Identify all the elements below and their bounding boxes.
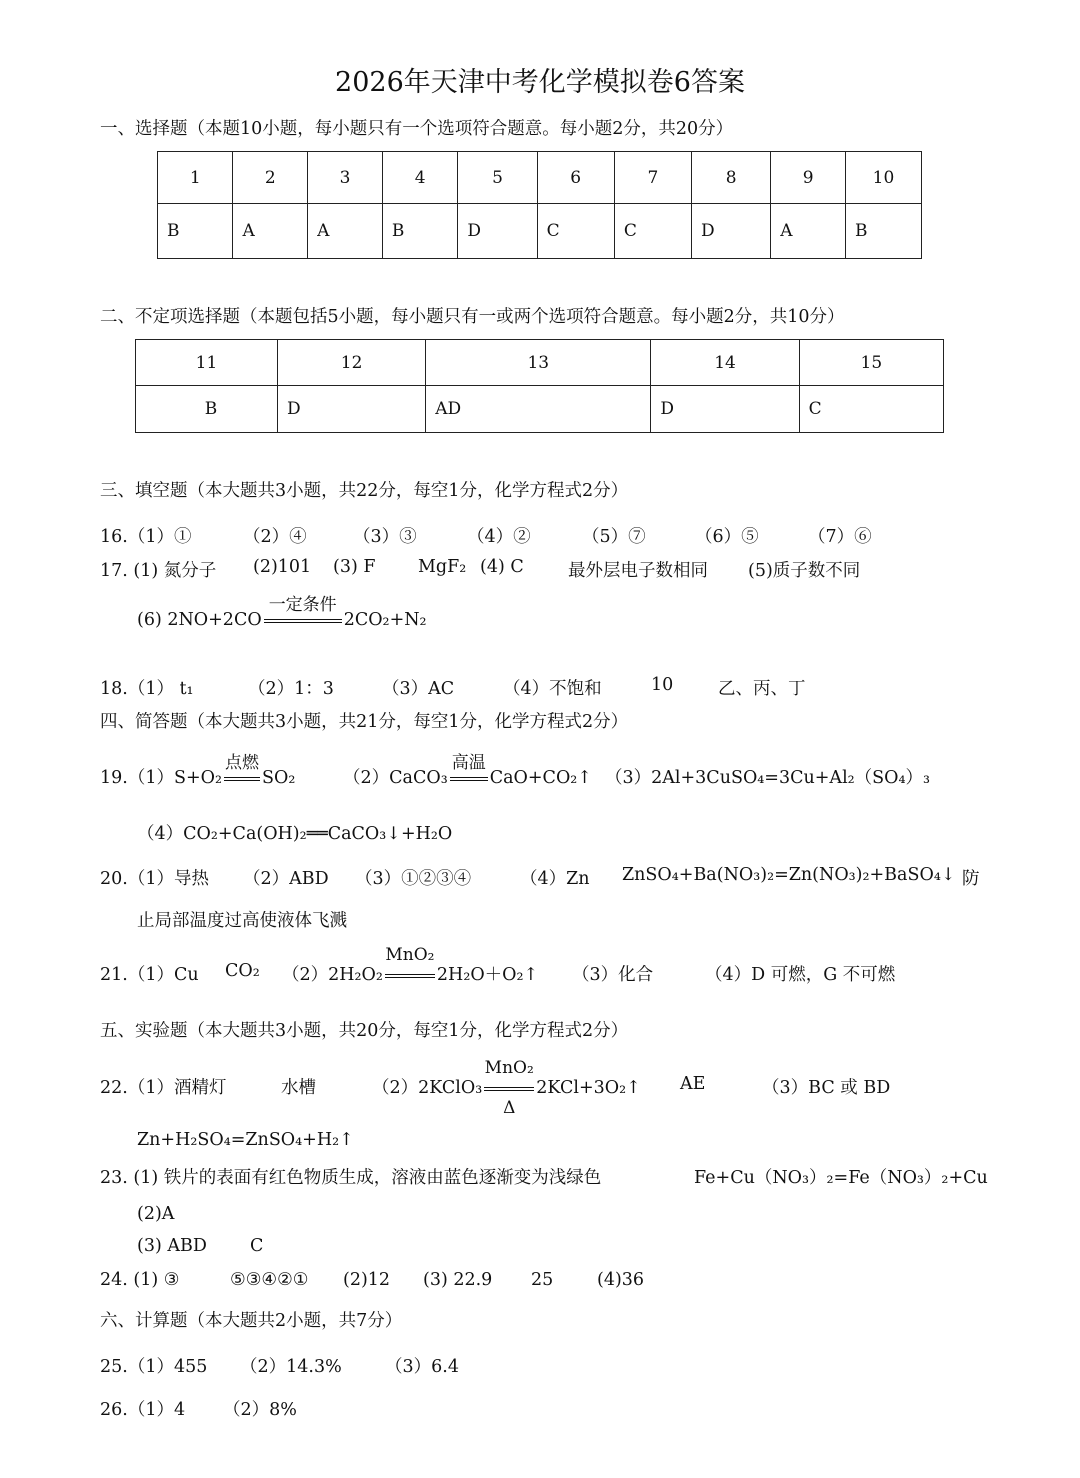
q19-b-reactants: （2）CaCO₃	[343, 768, 448, 788]
q16-part4: （4）②	[467, 527, 531, 547]
q24-part2: ⑤③④②①	[230, 1270, 309, 1290]
section1-answer-4: B	[382, 204, 457, 259]
q21-products: 2H₂O＋O₂↑	[436, 965, 539, 985]
q21-part4: （3）化合	[572, 965, 654, 985]
section1-answer-2: A	[233, 204, 308, 259]
section1-answer-8: D	[692, 204, 771, 259]
section1-question-number-3: 3	[308, 152, 383, 204]
section2-answer-table	[135, 339, 944, 433]
q21-part3	[282, 945, 539, 986]
q18-part3: （3）AC	[382, 679, 455, 699]
q16-part3: （3）③	[353, 527, 417, 547]
section1-answer-5: D	[458, 204, 537, 259]
q22-catalyst: MnO₂	[484, 1058, 534, 1078]
q20-part6: 防	[962, 869, 980, 889]
section2-question-number-5: 15	[799, 340, 943, 386]
q25-part2: （2）14.3%	[240, 1357, 342, 1377]
q23-equation: Fe+Cu（NO₃）₂=Fe（NO₃）₂+Cu	[694, 1168, 988, 1188]
q17-part4: MgF₂	[418, 557, 467, 577]
section1-question-number-1: 1	[158, 152, 233, 204]
q17-part5: (4) C	[480, 557, 524, 577]
q16-part1: 16.（1）①	[100, 527, 192, 547]
q22-part5: （3）BC 或 BD	[762, 1078, 891, 1098]
section1-answer-10: B	[846, 204, 922, 259]
section2-answer-2: D	[277, 386, 425, 433]
q18-part4: （4）不饱和	[503, 679, 602, 699]
q23-part1: 23. (1) 铁片的表面有红色物质生成，溶液由蓝色逐渐变为浅绿色	[100, 1168, 602, 1188]
section1-question-number-5: 5	[458, 152, 537, 204]
section2-answer-5: C	[799, 386, 943, 433]
section1-answer-6: C	[537, 204, 614, 259]
section1-question-number-6: 6	[537, 152, 614, 204]
q25-part3: （3）6.4	[385, 1357, 459, 1377]
section1-question-number-10: 10	[846, 152, 922, 204]
section2-answer-3: AD	[426, 386, 651, 433]
section3-heading: 三、填空题（本大题共3小题，共22分，每空1分，化学方程式2分）	[100, 481, 629, 501]
q20-part1: 20.（1）导热	[100, 869, 209, 889]
q22-part2: 水槽	[281, 1078, 316, 1098]
q17-part3: (3) F	[333, 557, 376, 577]
section1-heading: 一、选择题（本题10小题，每小题只有一个选项符合题意。每小题2分，共20分）	[100, 119, 734, 139]
q17-part1: 17. (1) 氮分子	[100, 561, 217, 581]
q17-part7: (5)质子数不同	[748, 561, 861, 581]
q19-b-condition: 高温	[451, 753, 486, 773]
section2-question-number-2: 12	[277, 340, 425, 386]
q19-part1	[100, 753, 296, 789]
q20-part2: （2）ABD	[243, 869, 329, 889]
q21-part5: （4）D 可燃，G 不可燃	[705, 965, 896, 985]
section1-answer-table	[157, 151, 922, 259]
q22-heat-symbol: Δ	[503, 1098, 516, 1118]
q17-condition: 一定条件	[268, 595, 337, 615]
q18-part6: 乙、丙、丁	[718, 679, 806, 699]
q17-products: 2CO₂+N₂	[343, 610, 427, 630]
q21-condition: MnO₂	[385, 945, 435, 965]
q20-continuation: 止局部温度过高使液体飞溅	[137, 911, 347, 931]
q18-part5: 10	[651, 675, 674, 695]
q24-part5: 25	[531, 1270, 554, 1290]
q24-part6: (4)36	[597, 1270, 645, 1290]
section1-question-number-9: 9	[771, 152, 846, 204]
q22-part4: AE	[680, 1074, 706, 1094]
section2-heading: 二、不定项选择题（本题包括5小题，每小题只有一或两个选项符合题意。每小题2分，共10分）	[100, 307, 845, 327]
q23-part3b: C	[250, 1236, 264, 1256]
section1-question-number-4: 4	[382, 152, 457, 204]
section2-question-number-1: 11	[136, 340, 278, 386]
section1-answer-9: A	[771, 204, 846, 259]
section2-question-number-3: 13	[426, 340, 651, 386]
q26-part2: （2）8%	[223, 1400, 297, 1420]
q20-part5: ZnSO₄+Ba(NO₃)₂=Zn(NO₃)₂+BaSO₄↓	[622, 865, 956, 885]
q16-part7: （7）⑥	[808, 527, 872, 547]
section1-answer-1: B	[158, 204, 233, 259]
q19-part2	[343, 753, 592, 789]
q19-part3: （3）2Al+3CuSO₄=3Cu+Al₂（SO₄）₃	[605, 768, 931, 788]
q16-part2: （2）④	[243, 527, 307, 547]
q21-reactants: （2）2H₂O₂	[282, 965, 383, 985]
q22-part3	[372, 1058, 641, 1118]
q22-reactants: （2）2KClO₃	[372, 1078, 483, 1098]
section1-answer-3: A	[308, 204, 383, 259]
q24-part1: 24. (1) ③	[100, 1270, 180, 1290]
section2-question-number-4: 14	[651, 340, 799, 386]
q17-part2: (2)101	[253, 557, 312, 577]
section1-question-number-2: 2	[233, 152, 308, 204]
q22-continuation: Zn+H₂SO₄=ZnSO₄+H₂↑	[137, 1130, 354, 1150]
q17-equation	[137, 595, 427, 630]
section6-heading: 六、计算题（本大题共2小题，共7分）	[100, 1311, 403, 1331]
q20-part3: （3）①②③④	[355, 869, 472, 889]
section1-question-number-8: 8	[692, 152, 771, 204]
q25-part1: 25.（1）455	[100, 1357, 208, 1377]
section1-question-number-7: 7	[614, 152, 691, 204]
q17-reactants: (6) 2NO+2CO	[137, 610, 262, 630]
q19-a-reactants: 19.（1）S+O₂	[100, 768, 222, 788]
q16-part5: （5）⑦	[582, 527, 646, 547]
q17-part6: 最外层电子数相同	[568, 561, 708, 581]
q22-part1: 22.（1）酒精灯	[100, 1078, 227, 1098]
q21-part1: 21.（1）Cu	[100, 965, 199, 985]
q21-part2: CO₂	[225, 961, 260, 981]
q22-products: 2KCl+3O₂↑	[536, 1078, 641, 1098]
q20-part4: （4）Zn	[520, 869, 590, 889]
section2-answer-4: D	[651, 386, 799, 433]
section2-answer-1: B	[136, 386, 278, 433]
section5-heading: 五、实验题（本大题共3小题，共20分，每空1分，化学方程式2分）	[100, 1021, 629, 1041]
q19-a-condition: 点燃	[224, 753, 259, 773]
q19-a-products: SO₂	[261, 768, 296, 788]
q24-part3: (2)12	[343, 1270, 391, 1290]
section1-answer-7: C	[614, 204, 691, 259]
q24-part4: (3) 22.9	[423, 1270, 493, 1290]
q23-part3a: (3) ABD	[137, 1236, 207, 1256]
q19-b-products: CaO+CO₂↑	[489, 768, 592, 788]
q18-part1: 18.（1） t₁	[100, 679, 194, 699]
q19-part4: （4）CO₂+Ca(OH)₂══CaCO₃↓+H₂O	[137, 824, 453, 844]
q16-part6: （6）⑤	[695, 527, 759, 547]
page-title: 2026年天津中考化学模拟卷6答案	[335, 67, 745, 98]
q18-part2: （2）1：3	[248, 679, 334, 699]
section4-heading: 四、简答题（本大题共3小题，共21分，每空1分，化学方程式2分）	[100, 712, 629, 732]
q23-part2: (2)A	[137, 1204, 175, 1224]
q26-part1: 26.（1）4	[100, 1400, 186, 1420]
